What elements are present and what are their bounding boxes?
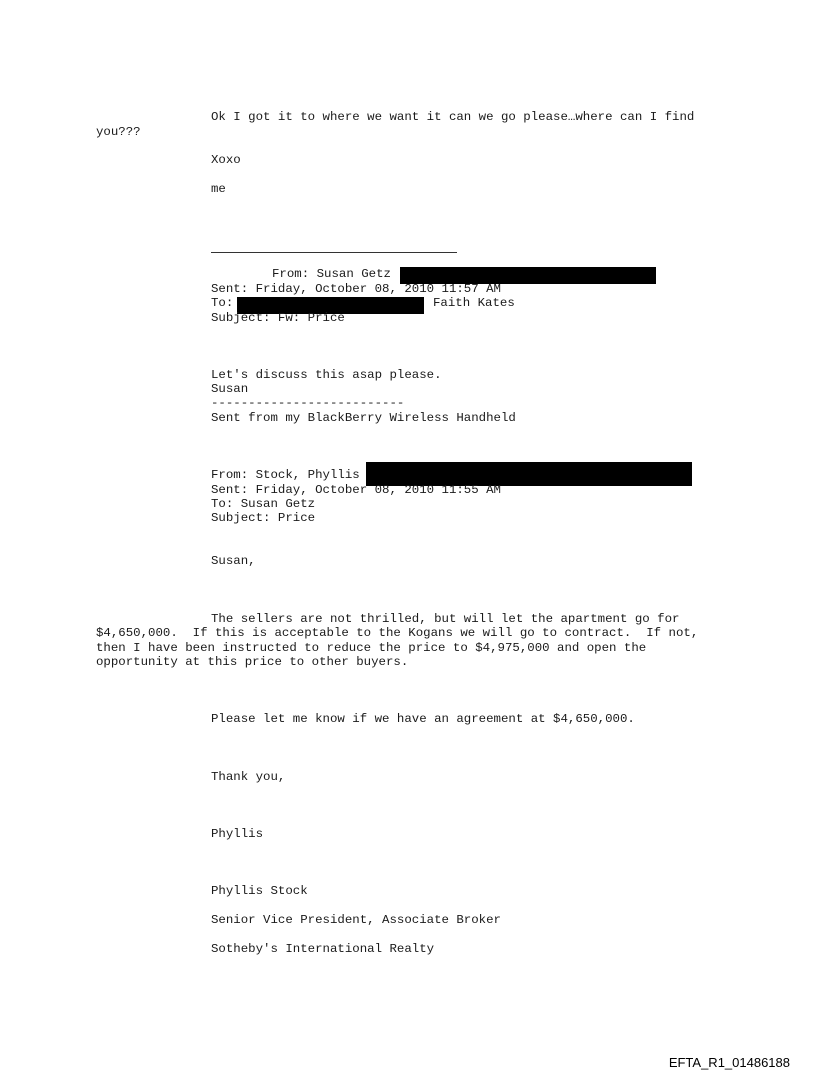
reply-signoff: Xoxo bbox=[211, 153, 241, 167]
fw-body-dashes: -------------------------- bbox=[211, 396, 405, 410]
orig-p1-line-2: $4,650,000. If this is acceptable to the Kogans we will go to contract. If not, bbox=[96, 626, 699, 640]
orig-p1-line-1: The sellers are not thrilled, but will let the apartment go for bbox=[211, 612, 680, 626]
orig-sent: Sent: Friday, October 08, 2010 11:55 AM bbox=[211, 483, 501, 497]
fw-body-line-3: Sent from my BlackBerry Wireless Handheld bbox=[211, 411, 516, 425]
orig-thanks: Thank you, bbox=[211, 770, 286, 784]
fw-from: From: Susan Getz bbox=[272, 267, 391, 281]
orig-subject: Subject: Price bbox=[211, 511, 316, 525]
orig-p1-line-4: opportunity at this price to other buyers. bbox=[96, 655, 409, 669]
reply-line-2: you??? bbox=[96, 125, 141, 139]
fw-body-line-2: Susan bbox=[211, 382, 249, 396]
orig-p2: Please let me know if we have an agreement at $4,650,000. bbox=[211, 712, 635, 726]
orig-from: From: Stock, Phyllis bbox=[211, 468, 360, 482]
reply-name: me bbox=[211, 182, 226, 196]
document-id: EFTA_R1_01486188 bbox=[668, 1055, 790, 1070]
fw-to-name: Faith Kates bbox=[433, 296, 515, 310]
orig-p1-line-3: then I have been instructed to reduce the price to $4,975,000 and open the bbox=[96, 641, 647, 655]
separator-rule bbox=[211, 252, 457, 253]
fw-body-line-1: Let's discuss this asap please. bbox=[211, 368, 442, 382]
signature-company: Sotheby's International Realty bbox=[211, 942, 435, 956]
orig-to: To: Susan Getz bbox=[211, 497, 316, 511]
orig-name: Phyllis bbox=[211, 827, 264, 841]
fw-subject: Subject: Fw: Price bbox=[211, 311, 345, 325]
signature-title: Senior Vice President, Associate Broker bbox=[211, 913, 501, 927]
orig-greeting: Susan, bbox=[211, 554, 256, 568]
fw-sent: Sent: Friday, October 08, 2010 11:57 AM bbox=[211, 282, 501, 296]
signature-name: Phyllis Stock bbox=[211, 884, 308, 898]
reply-line-1: Ok I got it to where we want it can we go please…where can I find bbox=[211, 110, 695, 124]
fw-to-prefix: To: bbox=[211, 296, 234, 310]
